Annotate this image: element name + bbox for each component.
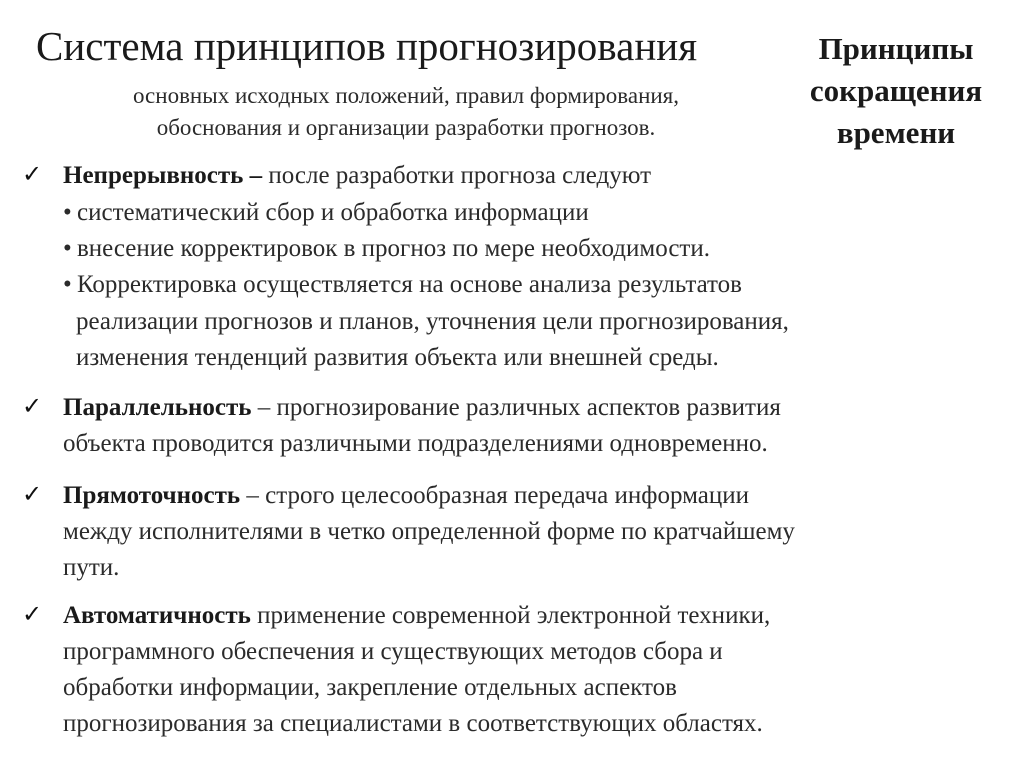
principle-line: обработки информации, закрепление отдельных аспектов	[63, 674, 677, 701]
principle-line: пути.	[63, 554, 120, 581]
principle-term: Автоматичность	[63, 602, 251, 629]
subtitle-line: обоснования и организации разработки прогнозов.	[156, 115, 656, 140]
principle-term: Прямоточность	[63, 482, 241, 509]
bullet-icon: •	[63, 235, 72, 262]
principle-rest: – прогнозирование различных аспектов развития	[251, 394, 781, 421]
principle-line: объекта проводится различными подразделениями одновременно.	[63, 430, 768, 457]
check-icon: ✓	[22, 482, 43, 508]
principle-heading-line	[63, 390, 781, 425]
principle-term: Параллельность	[63, 394, 252, 421]
principle-heading-line	[63, 598, 770, 633]
principle-heading-line	[63, 158, 651, 193]
principle-line: прогнозирования за специалистами в соответствующих областях.	[63, 710, 763, 737]
bullet-line	[63, 231, 710, 266]
side-heading-line: сокращения	[809, 73, 983, 108]
bullet-icon: •	[63, 199, 72, 226]
side-heading-line: времени	[836, 115, 956, 150]
continuation-line: изменения тенденций развития объекта или внешней среды.	[76, 344, 719, 371]
principle-line: между исполнителями в четко определенной форме по кратчайшему	[63, 518, 795, 545]
continuation-line: реализации прогнозов и планов, уточнения цели прогнозирования,	[76, 308, 789, 335]
bullet-line	[63, 267, 742, 302]
check-icon: ✓	[22, 602, 43, 628]
check-icon: ✓	[22, 162, 43, 188]
slide-title: Система принципов прогнозирования	[36, 23, 698, 69]
bullet-text: внесение корректировок в прогноз по мере необходимости.	[77, 235, 710, 262]
check-icon: ✓	[22, 394, 43, 420]
bullet-line	[63, 195, 589, 230]
principle-rest: – строго целесообразная передача информации	[240, 482, 749, 509]
slide-subtitle	[36, 80, 776, 144]
bullet-text: систематический сбор и обработка информации	[77, 199, 589, 226]
principle-rest: применение современной электронной техники,	[250, 602, 771, 629]
bullet-icon: •	[63, 271, 72, 298]
principle-heading-line	[63, 478, 749, 513]
bullet-text: Корректировка осуществляется на основе анализа результатов	[77, 271, 742, 298]
term-dash: –	[243, 162, 269, 189]
principle-term: Непрерывность	[63, 162, 244, 189]
side-heading-line: Принципы	[818, 31, 974, 66]
principle-line: программного обеспечения и существующих методов сбора и	[63, 638, 723, 665]
subtitle-line: основных исходных положений, правил формирования,	[132, 83, 680, 108]
principle-intro: после разработки прогноза следуют	[268, 162, 652, 189]
side-heading	[790, 28, 1002, 154]
